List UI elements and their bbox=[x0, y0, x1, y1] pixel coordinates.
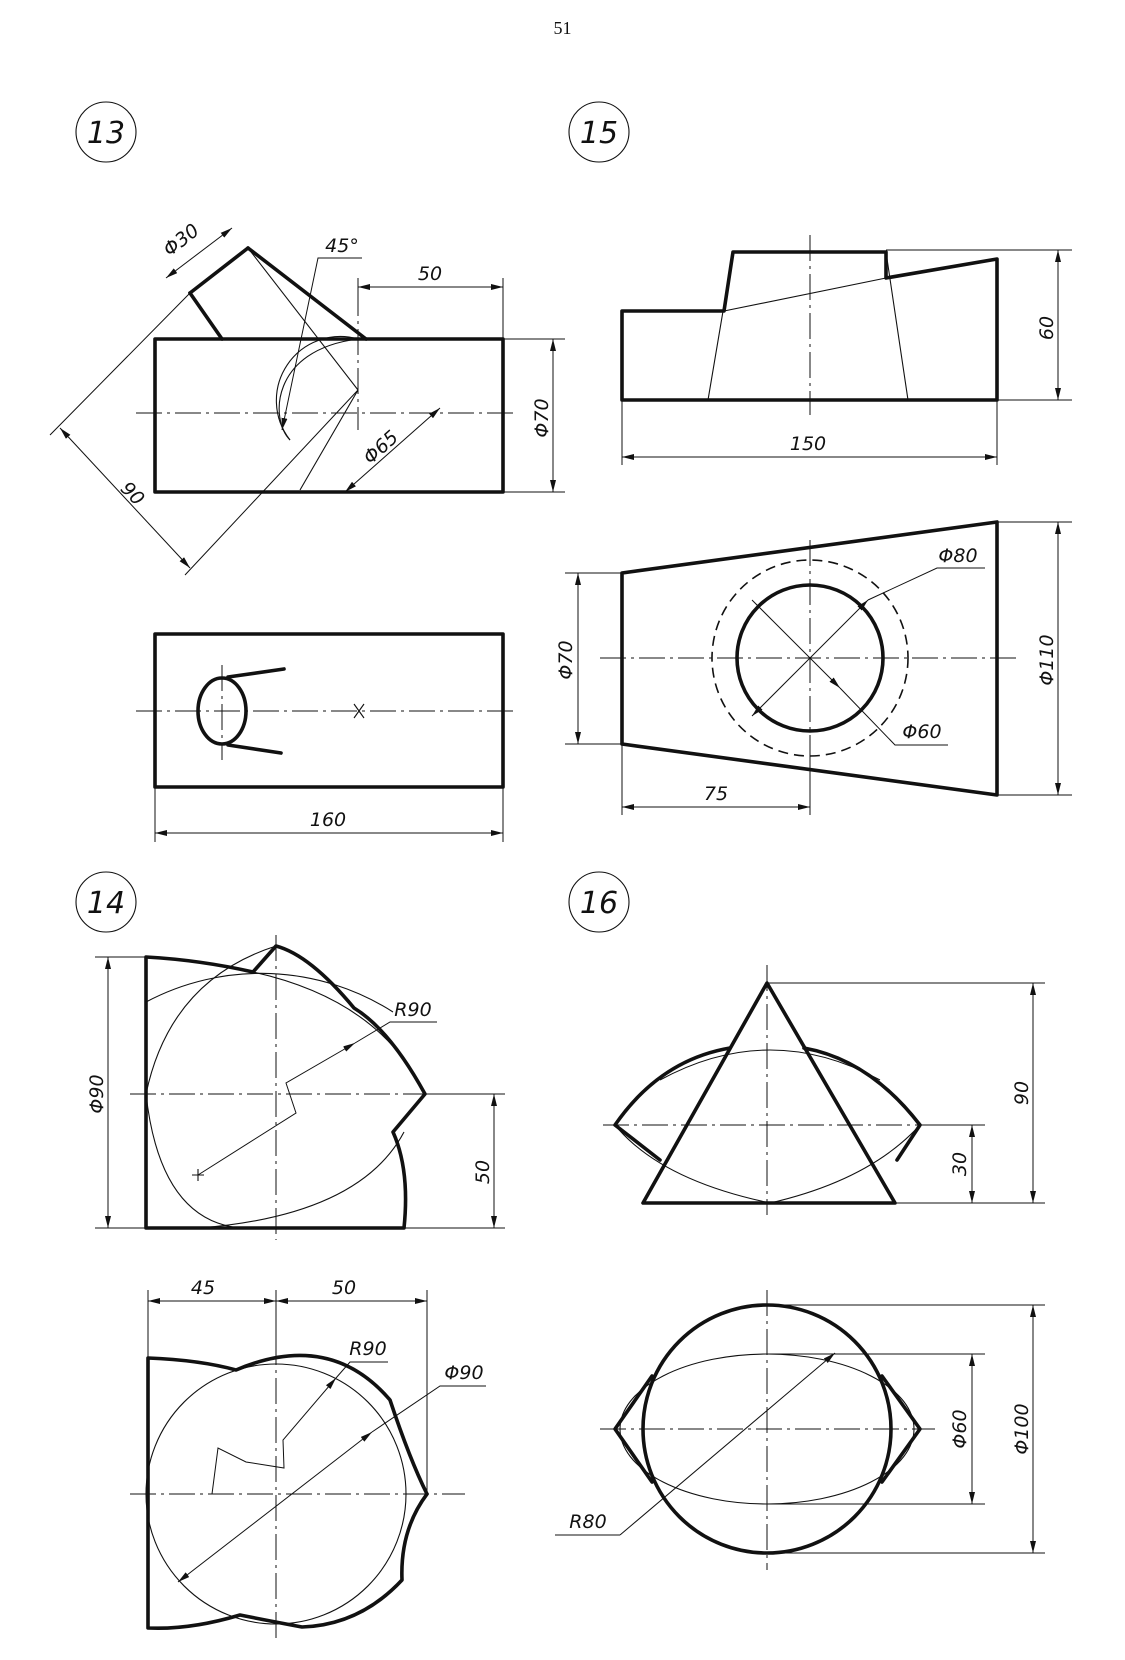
exercise-13-number: 13 bbox=[86, 116, 126, 151]
ex16-top-view bbox=[555, 1290, 1045, 1570]
ex16-dim-30: 30 bbox=[949, 1151, 971, 1177]
exercise-14-number: 14 bbox=[86, 886, 126, 921]
page-number: 51 bbox=[553, 18, 572, 38]
ex14-top-view bbox=[130, 1277, 486, 1640]
ex13-front-view bbox=[50, 220, 565, 575]
ex15-dim-60: Φ60 bbox=[902, 721, 942, 743]
ex15-dim-80: Φ80 bbox=[938, 545, 978, 567]
ex16-dim-90: 90 bbox=[1011, 1080, 1033, 1106]
ex15-dim-70b: Φ70 bbox=[555, 640, 577, 680]
ex15-dim-60: 60 bbox=[1036, 315, 1058, 341]
ex15-dim-150: 150 bbox=[789, 433, 827, 455]
ex15-top-view bbox=[555, 522, 1072, 815]
ex13-dim-65: Φ65 bbox=[359, 426, 403, 469]
ex14-dim-45: 45 bbox=[190, 1277, 216, 1299]
ex13-dim-50: 50 bbox=[417, 263, 443, 285]
ex15-front-view bbox=[622, 235, 1072, 465]
ex14-dim-r90b: R90 bbox=[349, 1338, 387, 1360]
ex14-dim-50b: 50 bbox=[331, 1277, 357, 1299]
ex13-dim-30: Φ30 bbox=[159, 219, 204, 261]
exercise-15 bbox=[555, 102, 1072, 815]
exercise-13 bbox=[50, 102, 565, 842]
ex13-dim-160: 160 bbox=[309, 809, 347, 831]
ex14-dim-50: 50 bbox=[472, 1159, 494, 1185]
exercise-14 bbox=[76, 872, 505, 1640]
ex14-dim-r90: R90 bbox=[394, 999, 432, 1021]
ex14-dim-90b: Φ90 bbox=[444, 1362, 484, 1384]
ex16-dim-r80: R80 bbox=[569, 1511, 607, 1533]
exercise-15-number: 15 bbox=[579, 116, 619, 151]
ex13-dim-70: Φ70 bbox=[531, 398, 553, 438]
exercise-16-number: 16 bbox=[579, 886, 619, 921]
ex13-dim-90: 90 bbox=[115, 477, 149, 511]
exercise-16 bbox=[555, 872, 1045, 1570]
ex13-top-view bbox=[136, 634, 515, 842]
ex16-dim-100: Φ100 bbox=[1011, 1403, 1033, 1455]
ex16-front-view bbox=[603, 965, 1045, 1215]
ex13-dim-45: 45° bbox=[325, 235, 359, 257]
ex16-dim-60: Φ60 bbox=[949, 1409, 971, 1449]
ex15-dim-110: Φ110 bbox=[1036, 634, 1058, 686]
ex14-dim-90: Φ90 bbox=[86, 1074, 108, 1114]
ex14-front-view bbox=[86, 935, 505, 1240]
ex15-dim-75: 75 bbox=[703, 783, 729, 805]
